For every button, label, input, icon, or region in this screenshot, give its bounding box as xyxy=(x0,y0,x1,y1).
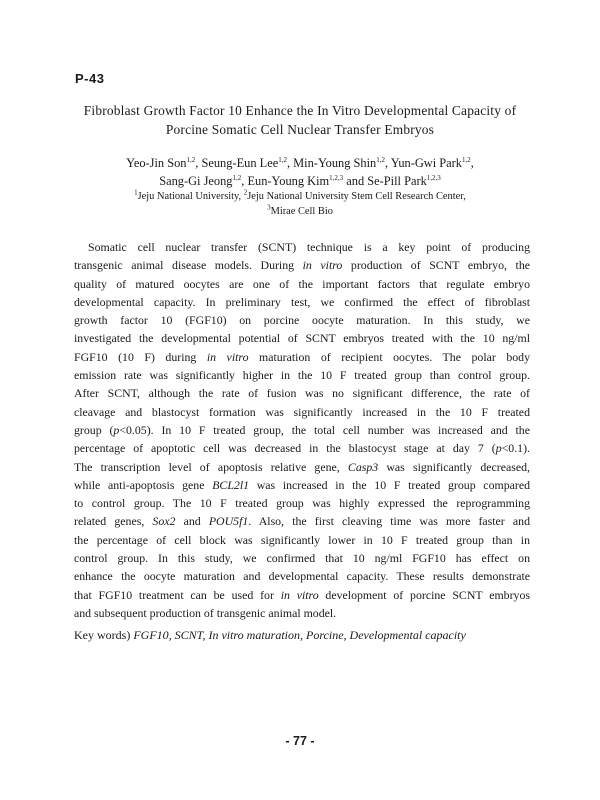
author-line xyxy=(60,172,540,190)
abstract-line: After SCNT, although the rate of fusion was no significant difference, the rate of xyxy=(74,386,530,401)
author-affiliation: 1,2 xyxy=(278,155,287,164)
abstract-line: emission rate was significantly higher in the 10 F treated group than control group. xyxy=(74,368,530,383)
poster-id: P-43 xyxy=(75,71,105,86)
title-line: Porcine Somatic Cell Nuclear Transfer Embryos xyxy=(165,122,435,137)
affiliation-text: Mirae Cell Bio xyxy=(270,206,333,217)
author-line xyxy=(60,154,540,172)
italic-term: in vitro xyxy=(280,587,319,602)
keywords xyxy=(74,626,530,644)
author-name: Sang-Gi Jeong xyxy=(159,174,233,188)
author-affiliation: 1,2,3 xyxy=(329,173,344,182)
italic-term: p xyxy=(113,422,120,437)
abstract-line: developmental capacity. In preliminary test, we confirmed the effect of fibroblast xyxy=(74,294,530,309)
abstract-line: group (p<0.05). In 10 F treated group, the total cell number was increased and the xyxy=(74,422,530,437)
abstract-line: related genes, Sox2 and POU5f1. Also, the first cleaving time was more faster and xyxy=(74,514,530,529)
italic-term: in vitro xyxy=(206,349,249,364)
author-affiliation: 1,2,3 xyxy=(426,173,441,182)
italic-term: in vitro xyxy=(302,258,343,273)
keywords-values: FGF10, SCNT, In vitro maturation, Porcine, Developmental capacity xyxy=(133,628,466,642)
title-line: Fibroblast Growth Factor 10 Enhance the In Vitro Developmental Capacity of xyxy=(83,103,517,118)
author-affiliation: 1,2 xyxy=(232,173,242,182)
abstract-line: enhance the oocyte maturation and developmental capacity. These results demonstrate xyxy=(74,569,530,584)
affiliation-number: 1 xyxy=(134,188,138,197)
abstract-line: that FGF10 treatment can be used for in vitro development of porcine SCNT embryos xyxy=(74,587,530,602)
abstract-line: and subsequent production of transgenic animal model. xyxy=(74,605,337,620)
abstract-line: transgenic animal disease models. During in vitro production of SCNT embryo, the xyxy=(74,258,530,273)
abstract-line: growth factor 10 (FGF10) on porcine oocyte maturation. In this study, we xyxy=(74,313,530,328)
affiliation-text: Jeju National University Stem Cell Research Center, xyxy=(247,191,466,202)
abstract-line: percentage of apoptotic cell was decreased in the blastocyst stage at day 7 (p<0.1). xyxy=(74,441,530,456)
abstract-line: FGF10 (10 F) during in vitro maturation of recipient oocytes. The polar body xyxy=(74,349,531,364)
author-name: Yun-Gwi Park xyxy=(390,156,462,170)
author-name: Yeo-Jin Son xyxy=(126,156,187,170)
author-separator: , xyxy=(385,156,391,170)
affiliation-line xyxy=(60,189,540,204)
author-name: Se-Pill Park xyxy=(367,174,427,188)
paper-title xyxy=(60,101,540,139)
abstract-line: while anti-apoptosis gene BCL2l1 was increased in the 10 F treated group compared xyxy=(74,477,530,492)
author-name: Eun-Young Kim xyxy=(247,174,330,188)
author-affiliation: 1,2 xyxy=(186,155,196,164)
author-list xyxy=(60,154,540,190)
keywords-label: Key words) xyxy=(74,628,134,642)
abstract-line: investigated the developmental potential of SCNT embryos treated with the 10 ng/ml xyxy=(74,331,530,346)
affiliation-line xyxy=(60,204,540,219)
author-affiliation: 1,2 xyxy=(376,155,385,164)
affiliation-number: 2 xyxy=(243,188,248,197)
italic-term: Casp3 xyxy=(347,459,379,474)
abstract-line: quality of matured oocytes are one of the important factors that regulate embryo xyxy=(74,276,530,291)
author-name: Seung-Eun Lee xyxy=(201,156,279,170)
italic-term: p xyxy=(495,441,502,456)
abstract-body xyxy=(74,238,530,622)
author-separator: , xyxy=(195,156,202,170)
italic-term: POU5f1 xyxy=(208,514,249,529)
affiliations xyxy=(60,189,540,219)
page-number: - 77 - xyxy=(285,734,315,748)
abstract-line: control group. In this study, we confirmed that 10 ng/ml FGF10 has effect on xyxy=(74,551,530,566)
italic-term: Sox2 xyxy=(152,514,176,529)
author-name: Min-Young Shin xyxy=(293,156,377,170)
author-separator: and xyxy=(343,174,368,188)
author-separator: , xyxy=(470,156,474,170)
italic-term: BCL2l1 xyxy=(212,477,250,492)
abstract-line: the percentage of cell block was significantly lower in 10 F treated group than in xyxy=(74,532,530,547)
abstract-line: Somatic cell nuclear transfer (SCNT) technique is a key point of producing xyxy=(88,240,530,254)
abstract-line: cleavage and blastocyst formation was significantly increased in the 10 F treated xyxy=(74,404,530,419)
author-separator: , xyxy=(241,174,248,188)
affiliation-text: Jeju National University, xyxy=(137,191,244,202)
abstract-line: The transcription level of apoptosis relative gene, Casp3 was significantly decreased, xyxy=(74,459,530,474)
affiliation-number: 3 xyxy=(267,203,271,212)
author-affiliation: 1,2 xyxy=(462,155,471,164)
abstract-line: to control group. The 10 F treated group was highly expressed the reprogramming xyxy=(74,496,530,511)
author-separator: , xyxy=(286,156,294,170)
